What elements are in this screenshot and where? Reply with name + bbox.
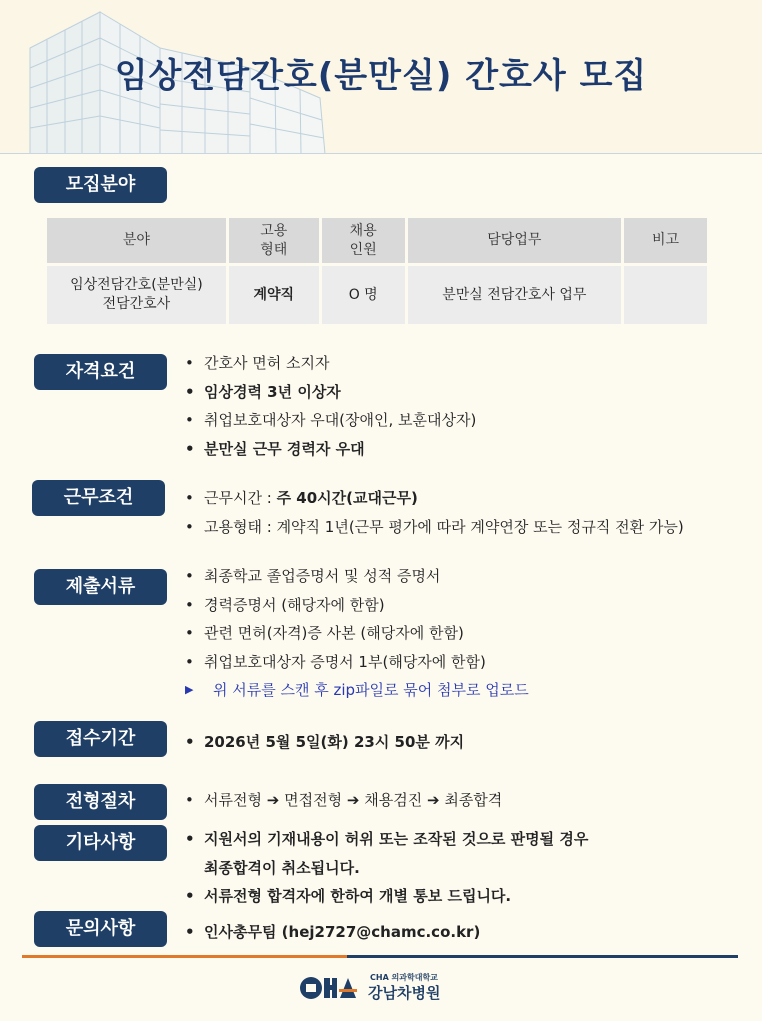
section-label-conditions: 근무조건 [32,480,165,516]
list-item: • 고용형태 : 계약직 1년(근무 평가에 따라 계약연장 또는 정규직 전환 가능) [185,517,684,536]
qualification-list [185,349,476,463]
arrow-right-icon: ➔ [346,791,360,809]
logo-subtitle: CHA 의과학대학교 [370,973,438,982]
section-label-documents: 제출서류 [34,569,167,605]
list-item: • 서류전형 ➔ 면접전형 ➔ 채용검진 ➔ 최종합격 [185,791,503,809]
list-item: • 취업보호대상자 우대(장애인, 보훈대상자) [185,411,477,430]
period-list [185,728,464,757]
list-item: • 인사총무팀 (hej2727@chamc.co.kr) [185,923,481,941]
play-arrow-icon: ▶ [185,683,194,697]
col-header-field: 분야 [47,218,226,263]
footer-divider-navy [347,955,738,958]
col-header-note: 비고 [624,218,707,263]
section-label-field: 모집분야 [34,167,167,203]
list-item: • 관련 면허(자격)증 사본 (해당자에 한함) [185,624,464,643]
cell-duty: 분만실 전담간호사 업무 [408,266,621,324]
list-item: • 2026년 5월 5일(화) 23시 50분 까지 [185,733,465,751]
cell-employment: 계약직 [229,266,319,324]
section-label-inquiry: 문의사항 [34,911,167,947]
section-label-period: 접수기간 [34,721,167,757]
list-item: • 지원서의 기재내용이 허위 또는 조작된 것으로 판명될 경우 [185,830,589,848]
documents-note: ▶ 위 서류를 스캔 후 zip파일로 묶어 첨부로 업로드 [185,676,529,705]
col-header-employment: 고용 형태 [229,218,319,263]
list-item: • 근무시간 : 주 40시간(교대근무) [185,489,418,507]
footer-divider-orange [22,955,347,958]
list-item-continuation: 최종합격이 취소됩니다. [204,858,360,877]
list-item: • 취업보호대상자 증명서 1부(해당자에 한함) [185,652,486,671]
section-label-process: 전형절차 [34,784,167,820]
list-item: • 최종학교 졸업증명서 및 성적 증명서 [185,567,441,585]
misc-list [185,825,588,911]
col-header-hires: 채용 인원 [322,218,405,263]
recruit-table [44,215,710,327]
cell-note [624,266,707,324]
col-header-duty: 담당업무 [408,218,621,263]
logo-name: 강남차병원 [368,984,441,1002]
list-item: • 서류전형 합격자에 한하여 개별 통보 드립니다. [185,887,512,906]
arrow-right-icon: ➔ [266,791,280,809]
list-item: • 임상경력 3년 이상자 [185,382,341,401]
conditions-list [185,484,684,541]
inquiry-list [185,918,480,947]
list-item: • 분만실 근무 경력자 우대 [185,439,365,458]
documents-list [185,562,529,705]
page-title: 임상전담간호(분만실) 간호사 모집 [114,56,648,96]
cha-logo-icon [298,974,358,1002]
table-row [47,266,707,324]
header-banner [0,0,762,154]
hospital-logo [298,970,468,1004]
cell-field: 임상전담간호(분만실) 전담간호사 [47,266,226,324]
section-label-misc: 기타사항 [34,825,167,861]
arrow-right-icon: ➔ [426,791,440,809]
process-list [185,786,502,815]
table-header-row [47,218,707,263]
section-label-qualification: 자격요건 [34,354,167,390]
list-item: • 경력증명서 (해당자에 한함) [185,595,385,614]
list-item: • 간호사 면허 소지자 [185,354,330,372]
cell-hires: O 명 [322,266,405,324]
